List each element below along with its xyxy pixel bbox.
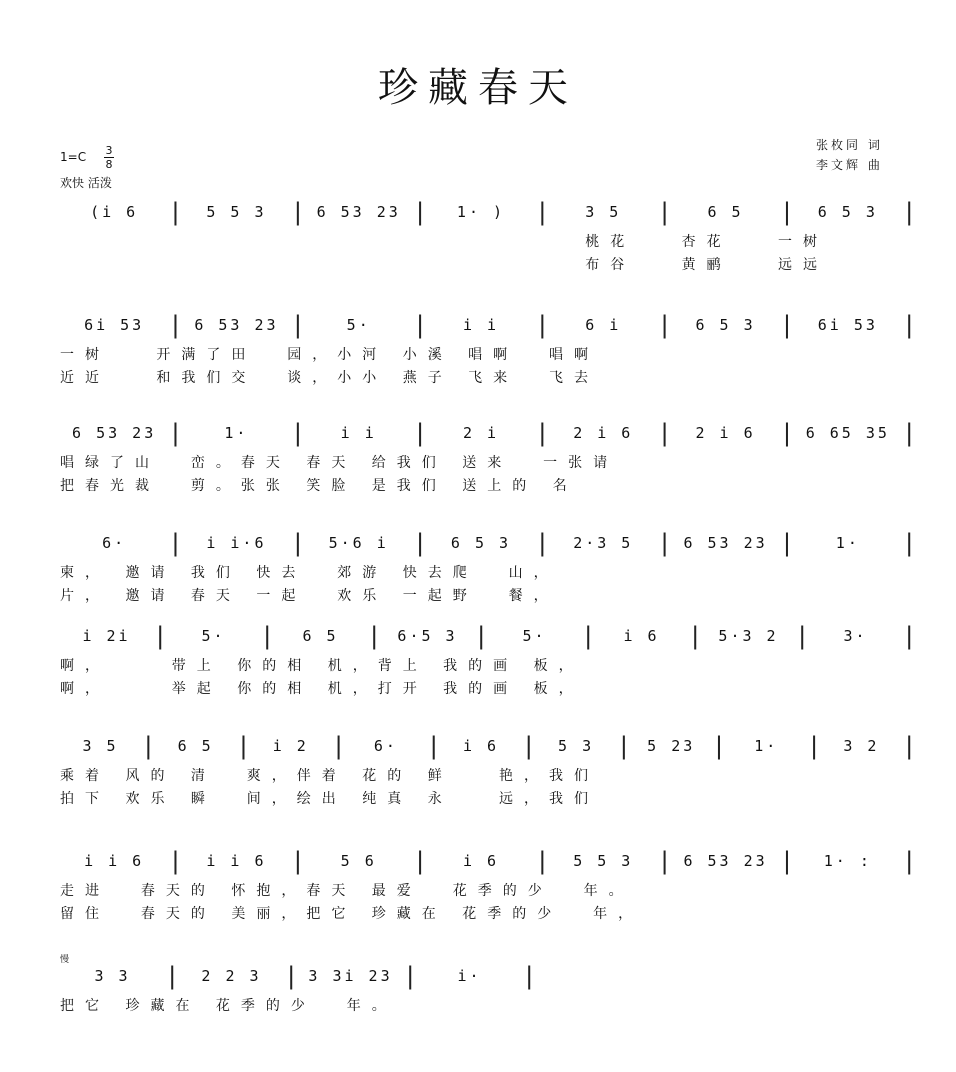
- measure: 2 i 6: [695, 424, 756, 442]
- measure: 3 2: [843, 737, 880, 755]
- bar-line: |: [779, 529, 795, 557]
- bar-line: |: [168, 529, 183, 557]
- measure: 5·: [201, 627, 226, 645]
- measure: i i 6: [84, 852, 145, 870]
- bar-line: |: [168, 847, 183, 875]
- bar-line: |: [412, 529, 428, 557]
- bar-line: |: [657, 419, 672, 447]
- bar-line: |: [581, 622, 596, 650]
- measure: 1·: [754, 737, 779, 755]
- measure: 6 53 23: [72, 424, 157, 442]
- bar-line: |: [779, 198, 795, 226]
- lyric-line-2: 片， 邀请 春天 一起 欢乐 一起野 餐，: [60, 588, 559, 604]
- bar-line: |: [165, 962, 180, 990]
- measure: 1· ): [456, 203, 506, 221]
- lyric-line-1: 啊， 带上 你的相 机，背上 我的画 板，: [60, 658, 584, 674]
- bar-line: |: [657, 847, 672, 875]
- bar-line: |: [474, 622, 489, 650]
- lyric-line-1: 桃花 杏花 一树: [60, 234, 829, 250]
- measure: 6 53 23: [683, 852, 768, 870]
- bar-line: |: [901, 198, 917, 226]
- measure: 6i 53: [84, 316, 145, 334]
- measure: 5 3: [558, 737, 595, 755]
- measure: (i 6: [90, 203, 139, 221]
- notation-line: [60, 623, 916, 649]
- bar-line: |: [168, 311, 183, 339]
- measure: 5 6: [340, 852, 377, 870]
- notation-line: [60, 199, 916, 225]
- measure: 5·: [522, 627, 547, 645]
- key-signature: 1=C: [60, 150, 87, 164]
- notation-line: [60, 963, 536, 989]
- bar-line: |: [426, 732, 441, 760]
- measure: i 2: [272, 737, 309, 755]
- measure: 3 5: [585, 203, 622, 221]
- notation-line: [60, 530, 916, 556]
- bar-line: |: [153, 622, 168, 650]
- lyric-line-2: 布谷 黄鹂 远远: [60, 257, 829, 273]
- measure: 1·: [835, 534, 860, 552]
- notation-line: [60, 312, 916, 338]
- measure: 6 53 23: [194, 316, 279, 334]
- bar-line: |: [403, 962, 418, 990]
- notation-line: [60, 420, 916, 446]
- bar-line: |: [236, 732, 251, 760]
- bar-line: |: [901, 311, 917, 339]
- bar-line: |: [412, 311, 428, 339]
- bar-line: |: [535, 419, 550, 447]
- bar-line: |: [522, 962, 537, 990]
- measure: i i: [340, 424, 377, 442]
- measure: 6 i: [585, 316, 622, 334]
- time-signature: [104, 145, 114, 170]
- bar-line: |: [795, 622, 810, 650]
- measure: 2 i 6: [573, 424, 634, 442]
- bar-line: |: [290, 419, 306, 447]
- measure: 6 5 3: [817, 203, 878, 221]
- measure: 3 5: [82, 737, 119, 755]
- bar-line: |: [535, 529, 550, 557]
- measure: i i 6: [206, 852, 267, 870]
- measure: 6·: [102, 534, 127, 552]
- measure: 5·: [346, 316, 371, 334]
- measure: i 2i: [82, 627, 131, 645]
- measure: 3 3i 23: [308, 967, 393, 985]
- time-signature-top: 3: [105, 144, 113, 157]
- bar-line: |: [616, 732, 632, 760]
- measure: i i: [462, 316, 500, 334]
- bar-line: |: [168, 419, 183, 447]
- bar-line: |: [711, 732, 727, 760]
- measure: i 6: [623, 627, 660, 645]
- measure: i 6: [462, 852, 500, 870]
- bar-line: |: [535, 311, 550, 339]
- measure: 6 53 23: [683, 534, 768, 552]
- bar-line: |: [412, 847, 428, 875]
- lyric-line-2: 拍下 欢乐 瞬 间，绘出 纯真 永 远，我们: [60, 791, 600, 807]
- measure: 6 65 35: [805, 424, 890, 442]
- lyric-line-2: 留住 春天的 美丽，把它 珍藏在 花季的少 年，: [60, 906, 644, 922]
- bar-line: |: [331, 732, 346, 760]
- measure: 1· :: [823, 852, 872, 870]
- time-signature-bottom: 8: [105, 158, 113, 171]
- bar-line: |: [290, 529, 306, 557]
- lyric-line-1: 一树 开满了田 园，小河 小溪 唱啊 唱啊: [60, 347, 600, 363]
- bar-line: |: [367, 622, 382, 650]
- lyric-line-1: 唱绿了山 峦。春天 春天 给我们 送来 一张请: [60, 455, 619, 471]
- notation-line: [60, 848, 916, 874]
- measure: 2 2 3: [201, 967, 262, 985]
- measure: 6 5: [177, 737, 214, 755]
- bar-line: |: [902, 622, 917, 650]
- measure: 3·: [843, 627, 868, 645]
- bar-line: |: [657, 529, 672, 557]
- measure: 2·3 5: [573, 534, 634, 552]
- measure: i i·6: [206, 534, 267, 552]
- measure: i·: [457, 967, 482, 985]
- notation-line: [60, 733, 916, 759]
- measure: 1·: [224, 424, 249, 442]
- bar-line: |: [901, 732, 917, 760]
- bar-line: |: [290, 198, 306, 226]
- measure: 2 i: [462, 424, 500, 442]
- slow-marking: 慢: [60, 955, 70, 965]
- measure: 5·6 i: [328, 534, 389, 552]
- measure: 6i 53: [817, 316, 878, 334]
- measure: 6 5: [707, 203, 744, 221]
- bar-line: |: [657, 311, 672, 339]
- bar-line: |: [657, 198, 672, 226]
- bar-line: |: [535, 847, 550, 875]
- measure: 3 3: [94, 967, 131, 985]
- bar-line: |: [141, 732, 156, 760]
- measure: 5 23: [647, 737, 696, 755]
- measure: 5 5 3: [573, 852, 634, 870]
- measure: 6 53 23: [316, 203, 401, 221]
- bar-line: |: [779, 311, 795, 339]
- measure: 6·5 3: [397, 627, 458, 645]
- bar-line: |: [290, 311, 306, 339]
- lyricist-credit: 张枚同 词: [816, 138, 883, 152]
- measure: 5 5 3: [206, 203, 267, 221]
- lyric-line-1: 乘着 风的 清 爽，伴着 花的 鲜 艳，我们: [60, 768, 600, 784]
- lyric-line-1: 柬， 邀请 我们 快去 郊游 快去爬 山，: [60, 565, 559, 581]
- bar-line: |: [535, 198, 550, 226]
- bar-line: |: [806, 732, 822, 760]
- measure: 6 5: [302, 627, 339, 645]
- lyric-line-1: 把它 珍藏在 花季的少 年。: [60, 998, 397, 1014]
- measure: 6·: [373, 737, 398, 755]
- lyric-line-2: [60, 1018, 916, 1038]
- tempo-marking: 欢快 活泼: [60, 176, 112, 190]
- bar-line: |: [779, 419, 795, 447]
- bar-line: |: [521, 732, 536, 760]
- bar-line: |: [284, 962, 299, 990]
- bar-line: |: [412, 419, 428, 447]
- measure: 6 5 3: [695, 316, 756, 334]
- measure: i 6: [462, 737, 500, 755]
- bar-line: |: [688, 622, 703, 650]
- bar-line: |: [779, 847, 795, 875]
- bar-line: |: [901, 529, 917, 557]
- lyric-line-1: 走进 春天的 怀抱，春天 最爱 花季的少 年。: [60, 883, 634, 899]
- bar-line: |: [168, 198, 183, 226]
- bar-line: |: [412, 198, 428, 226]
- measure: 6 5 3: [450, 534, 512, 552]
- song-title: 珍藏春天: [378, 65, 578, 111]
- lyric-line-2: 把春光裁 剪。张张 笑脸 是我们 送上的 名: [60, 478, 578, 494]
- lyric-line-2: 近近 和我们交 谈，小小 燕子 飞来 飞去: [60, 370, 600, 386]
- bar-line: |: [901, 419, 917, 447]
- bar-line: |: [260, 622, 275, 650]
- bar-line: |: [901, 847, 917, 875]
- composer-credit: 李文辉 曲: [816, 158, 883, 172]
- bar-line: |: [290, 847, 306, 875]
- measure: 5·3 2: [718, 627, 779, 645]
- lyric-line-2: 啊， 举起 你的相 机，打开 我的画 板，: [60, 681, 584, 697]
